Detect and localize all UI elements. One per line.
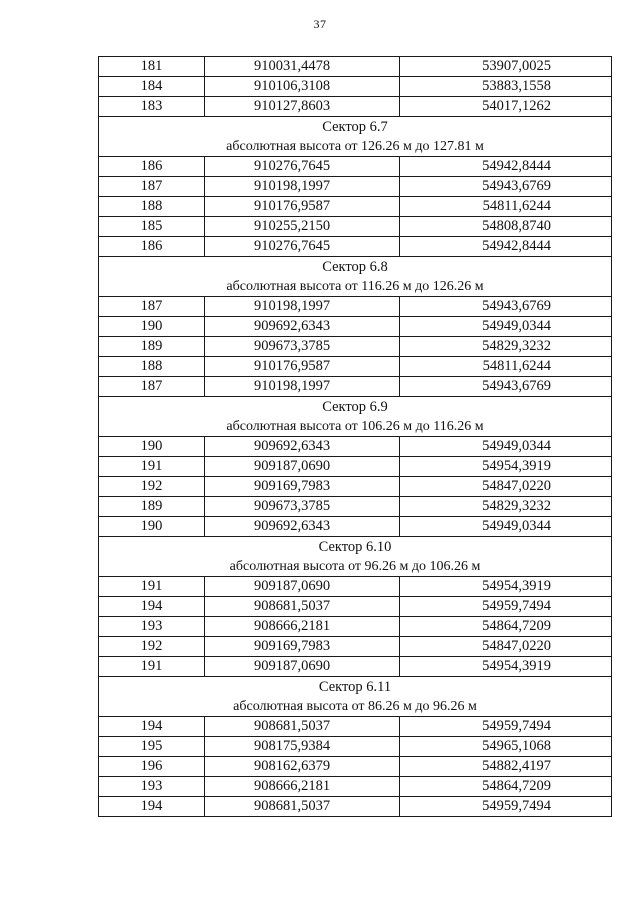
point-number-cell: 189 <box>99 497 205 517</box>
y-coordinate-cell: 54954,3919 <box>400 577 612 597</box>
sector-title: Сектор 6.10 <box>318 538 392 555</box>
coordinates-table-body <box>99 57 612 817</box>
y-coordinate-cell: 54829,3232 <box>400 497 612 517</box>
x-coordinate-cell: 909673,3785 <box>205 337 400 357</box>
y-coordinate-cell: 54965,1068 <box>400 737 612 757</box>
sector-header-row <box>99 117 612 157</box>
sector-altitude-range: абсолютная высота от 96.26 м до 106.26 м <box>229 558 481 574</box>
y-coordinate-cell: 54959,7494 <box>400 797 612 817</box>
y-coordinate-cell: 54959,7494 <box>400 597 612 617</box>
x-coordinate-cell: 909187,0690 <box>205 657 400 677</box>
sector-title: Сектор 6.9 <box>322 398 388 415</box>
point-number-cell: 190 <box>99 437 205 457</box>
sector-altitude-range: абсолютная высота от 86.26 м до 96.26 м <box>233 698 477 714</box>
y-coordinate-cell: 54864,7209 <box>400 777 612 797</box>
table-row <box>99 437 612 457</box>
sector-header <box>99 257 612 297</box>
table-row <box>99 477 612 497</box>
point-number-cell: 187 <box>99 297 205 317</box>
table-row <box>99 57 612 77</box>
point-number-cell: 192 <box>99 477 205 497</box>
table-row <box>99 497 612 517</box>
point-number-cell: 195 <box>99 737 205 757</box>
coordinates-table <box>98 56 612 817</box>
point-number-cell: 194 <box>99 797 205 817</box>
table-row <box>99 717 612 737</box>
sector-header-row <box>99 397 612 437</box>
table-row <box>99 797 612 817</box>
y-coordinate-cell: 54954,3919 <box>400 657 612 677</box>
table-row <box>99 317 612 337</box>
sector-altitude-range: абсолютная высота от 126.26 м до 127.81 м <box>226 138 484 154</box>
point-number-cell: 186 <box>99 237 205 257</box>
table-row <box>99 377 612 397</box>
sector-header <box>99 117 612 157</box>
point-number-cell: 183 <box>99 97 205 117</box>
table-row <box>99 237 612 257</box>
x-coordinate-cell: 908666,2181 <box>205 617 400 637</box>
x-coordinate-cell: 910276,7645 <box>205 157 400 177</box>
y-coordinate-cell: 54949,0344 <box>400 437 612 457</box>
x-coordinate-cell: 908681,5037 <box>205 717 400 737</box>
table-row <box>99 97 612 117</box>
point-number-cell: 190 <box>99 517 205 537</box>
point-number-cell: 193 <box>99 777 205 797</box>
point-number-cell: 187 <box>99 177 205 197</box>
x-coordinate-cell: 910198,1997 <box>205 297 400 317</box>
y-coordinate-cell: 54943,6769 <box>400 377 612 397</box>
table-row <box>99 757 612 777</box>
table-row <box>99 337 612 357</box>
sector-title: Сектор 6.11 <box>318 678 392 695</box>
x-coordinate-cell: 910031,4478 <box>205 57 400 77</box>
table-row <box>99 577 612 597</box>
y-coordinate-cell: 54959,7494 <box>400 717 612 737</box>
x-coordinate-cell: 908175,9384 <box>205 737 400 757</box>
x-coordinate-cell: 908681,5037 <box>205 597 400 617</box>
y-coordinate-cell: 54942,8444 <box>400 157 612 177</box>
y-coordinate-cell: 54847,0220 <box>400 477 612 497</box>
x-coordinate-cell: 909692,6343 <box>205 437 400 457</box>
y-coordinate-cell: 54864,7209 <box>400 617 612 637</box>
page-number: 37 <box>313 17 327 31</box>
sector-title: Сектор 6.8 <box>322 258 388 275</box>
y-coordinate-cell: 54942,8444 <box>400 237 612 257</box>
x-coordinate-cell: 909692,6343 <box>205 517 400 537</box>
table-row <box>99 517 612 537</box>
table-row <box>99 77 612 97</box>
y-coordinate-cell: 54943,6769 <box>400 297 612 317</box>
y-coordinate-cell: 54829,3232 <box>400 337 612 357</box>
sector-header-row <box>99 677 612 717</box>
x-coordinate-cell: 910127,8603 <box>205 97 400 117</box>
y-coordinate-cell: 54943,6769 <box>400 177 612 197</box>
point-number-cell: 189 <box>99 337 205 357</box>
sector-altitude-range: абсолютная высота от 116.26 м до 126.26 м <box>226 278 484 294</box>
table-row <box>99 457 612 477</box>
y-coordinate-cell: 54949,0344 <box>400 517 612 537</box>
table-row <box>99 157 612 177</box>
table-row <box>99 597 612 617</box>
table-row <box>99 617 612 637</box>
point-number-cell: 190 <box>99 317 205 337</box>
table-row <box>99 177 612 197</box>
point-number-cell: 188 <box>99 197 205 217</box>
point-number-cell: 192 <box>99 637 205 657</box>
x-coordinate-cell: 910176,9587 <box>205 197 400 217</box>
point-number-cell: 184 <box>99 77 205 97</box>
x-coordinate-cell: 908681,5037 <box>205 797 400 817</box>
x-coordinate-cell: 909169,7983 <box>205 637 400 657</box>
point-number-cell: 191 <box>99 457 205 477</box>
x-coordinate-cell: 910255,2150 <box>205 217 400 237</box>
y-coordinate-cell: 54811,6244 <box>400 357 612 377</box>
point-number-cell: 185 <box>99 217 205 237</box>
point-number-cell: 187 <box>99 377 205 397</box>
point-number-cell: 196 <box>99 757 205 777</box>
x-coordinate-cell: 909692,6343 <box>205 317 400 337</box>
x-coordinate-cell: 908162,6379 <box>205 757 400 777</box>
y-coordinate-cell: 54017,1262 <box>400 97 612 117</box>
y-coordinate-cell: 54954,3919 <box>400 457 612 477</box>
sector-header <box>99 537 612 577</box>
y-coordinate-cell: 54808,8740 <box>400 217 612 237</box>
y-coordinate-cell: 54847,0220 <box>400 637 612 657</box>
sector-header-row <box>99 537 612 577</box>
table-row <box>99 217 612 237</box>
table-row <box>99 197 612 217</box>
y-coordinate-cell: 53883,1558 <box>400 77 612 97</box>
x-coordinate-cell: 908666,2181 <box>205 777 400 797</box>
x-coordinate-cell: 910198,1997 <box>205 377 400 397</box>
point-number-cell: 194 <box>99 717 205 737</box>
sector-header-row <box>99 257 612 297</box>
x-coordinate-cell: 910106,3108 <box>205 77 400 97</box>
sector-title: Сектор 6.7 <box>322 118 388 135</box>
y-coordinate-cell: 53907,0025 <box>400 57 612 77</box>
point-number-cell: 186 <box>99 157 205 177</box>
y-coordinate-cell: 54949,0344 <box>400 317 612 337</box>
point-number-cell: 194 <box>99 597 205 617</box>
point-number-cell: 193 <box>99 617 205 637</box>
point-number-cell: 188 <box>99 357 205 377</box>
x-coordinate-cell: 910176,9587 <box>205 357 400 377</box>
y-coordinate-cell: 54811,6244 <box>400 197 612 217</box>
table-row <box>99 357 612 377</box>
x-coordinate-cell: 909187,0690 <box>205 457 400 477</box>
sector-altitude-range: абсолютная высота от 106.26 м до 116.26 м <box>226 418 484 434</box>
table-row <box>99 777 612 797</box>
table-row <box>99 657 612 677</box>
x-coordinate-cell: 910276,7645 <box>205 237 400 257</box>
x-coordinate-cell: 909187,0690 <box>205 577 400 597</box>
x-coordinate-cell: 909673,3785 <box>205 497 400 517</box>
table-row <box>99 297 612 317</box>
x-coordinate-cell: 909169,7983 <box>205 477 400 497</box>
table-row <box>99 637 612 657</box>
sector-header <box>99 397 612 437</box>
y-coordinate-cell: 54882,4197 <box>400 757 612 777</box>
point-number-cell: 191 <box>99 657 205 677</box>
point-number-cell: 181 <box>99 57 205 77</box>
table-row <box>99 737 612 757</box>
point-number-cell: 191 <box>99 577 205 597</box>
x-coordinate-cell: 910198,1997 <box>205 177 400 197</box>
sector-header <box>99 677 612 717</box>
